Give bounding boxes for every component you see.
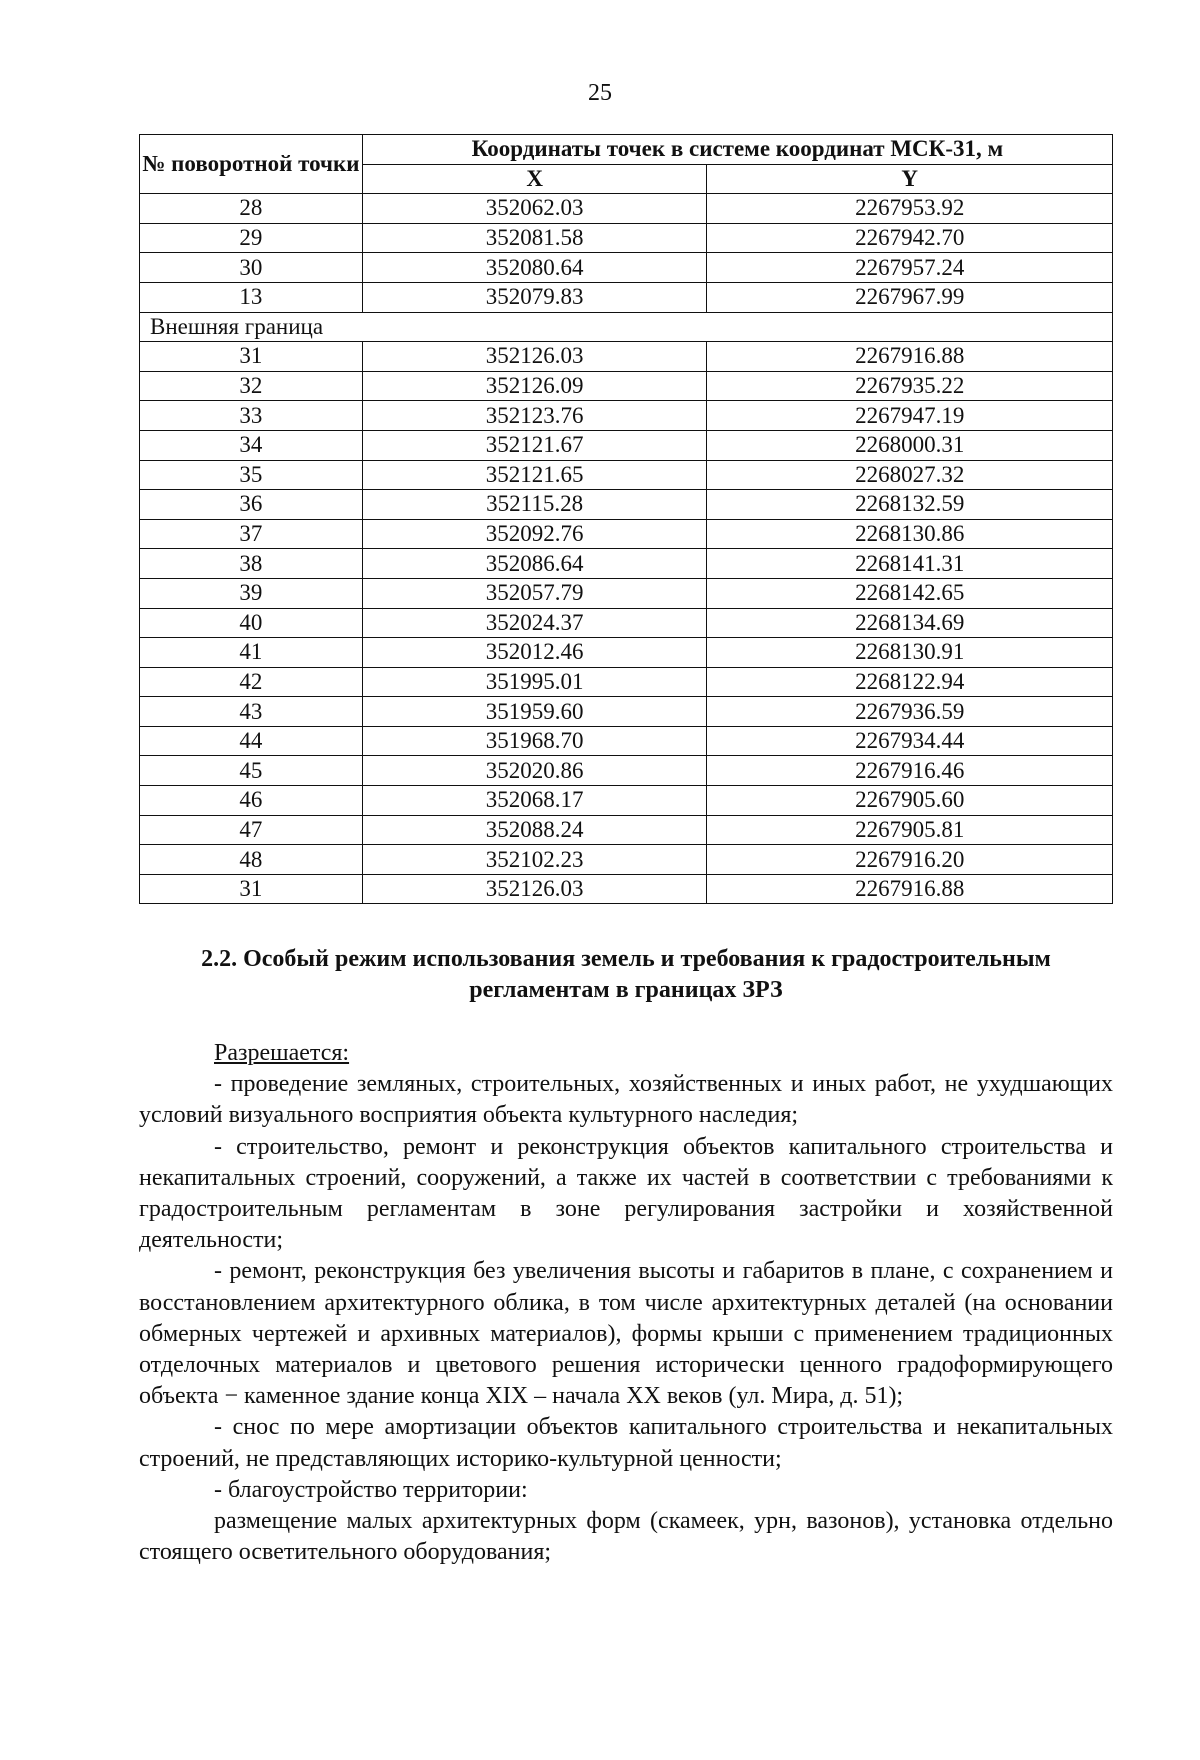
coordinates-header: Координаты точек в системе координат МСК-31, м xyxy=(362,135,1112,165)
point-number-cell: 28 xyxy=(140,194,363,224)
x-coordinate-cell: 352024.37 xyxy=(362,608,707,638)
table-row xyxy=(140,756,1113,786)
page-number: 25 xyxy=(588,80,612,106)
allowed-label: Разрешается: xyxy=(214,1040,350,1066)
table-row xyxy=(140,371,1113,401)
y-coordinate-cell: 2268132.59 xyxy=(707,490,1113,520)
y-coordinate-cell: 2267916.88 xyxy=(707,342,1113,372)
table-section xyxy=(140,312,1113,342)
y-coordinate-cell: 2267967.99 xyxy=(707,282,1113,312)
y-header: Y xyxy=(707,164,1113,194)
paragraph: размещение малых архитектурных форм (скамеек, урн, вазонов), установка отдельно стоящего осветительного оборудования; xyxy=(139,1508,1113,1566)
table-row xyxy=(140,430,1113,460)
table-row xyxy=(140,578,1113,608)
x-coordinate-cell: 351995.01 xyxy=(362,667,707,697)
y-coordinate-cell: 2267916.46 xyxy=(707,756,1113,786)
y-coordinate-cell: 2267947.19 xyxy=(707,401,1113,431)
x-coordinate-cell: 352088.24 xyxy=(362,815,707,845)
table-row xyxy=(140,874,1113,904)
point-number-header: № поворотной точки xyxy=(140,135,363,194)
point-number-cell: 37 xyxy=(140,519,363,549)
table-body-before xyxy=(140,194,1113,312)
x-coordinate-cell: 352020.86 xyxy=(362,756,707,786)
point-number-cell: 35 xyxy=(140,460,363,490)
paragraph: - строительство, ремонт и реконструкция объектов капитального строительства и некапитальных строений, сооружений, а также их частей в соответствии с требованиями к градостроительным регламентам в зоне регулирования застройки и хозяйственной деятельности; xyxy=(139,1133,1113,1254)
x-coordinate-cell: 352080.64 xyxy=(362,253,707,283)
table-row xyxy=(140,549,1113,579)
table-row xyxy=(140,519,1113,549)
point-number-cell: 33 xyxy=(140,401,363,431)
point-number-cell: 36 xyxy=(140,490,363,520)
y-coordinate-cell: 2268134.69 xyxy=(707,608,1113,638)
section-label: Внешняя граница xyxy=(140,312,1113,342)
paragraph: - благоустройство территории: xyxy=(214,1476,528,1503)
table-row xyxy=(140,194,1113,224)
y-coordinate-cell: 2267916.20 xyxy=(707,845,1113,875)
x-coordinate-cell: 352126.03 xyxy=(362,874,707,904)
y-coordinate-cell: 2267916.88 xyxy=(707,874,1113,904)
x-coordinate-cell: 351959.60 xyxy=(362,697,707,727)
table-row xyxy=(140,342,1113,372)
point-number-cell: 34 xyxy=(140,430,363,460)
x-coordinate-cell: 351968.70 xyxy=(362,726,707,756)
paragraph: - снос по мере амортизации объектов капитального строительства и некапитальных строений, не представляющих историко-культурной ценности; xyxy=(139,1414,1113,1472)
table-row xyxy=(140,253,1113,283)
x-coordinate-cell: 352062.03 xyxy=(362,194,707,224)
x-coordinate-cell: 352012.46 xyxy=(362,638,707,668)
y-coordinate-cell: 2268027.32 xyxy=(707,460,1113,490)
y-coordinate-cell: 2267942.70 xyxy=(707,223,1113,253)
point-number-cell: 30 xyxy=(140,253,363,283)
x-coordinate-cell: 352126.03 xyxy=(362,342,707,372)
point-number-cell: 39 xyxy=(140,578,363,608)
y-coordinate-cell: 2267934.44 xyxy=(707,726,1113,756)
x-coordinate-cell: 352081.58 xyxy=(362,223,707,253)
point-number-cell: 48 xyxy=(140,845,363,875)
x-coordinate-cell: 352092.76 xyxy=(362,519,707,549)
point-number-cell: 43 xyxy=(140,697,363,727)
y-coordinate-cell: 2267957.24 xyxy=(707,253,1113,283)
point-number-cell: 42 xyxy=(140,667,363,697)
point-number-cell: 45 xyxy=(140,756,363,786)
table-row xyxy=(140,608,1113,638)
x-coordinate-cell: 352126.09 xyxy=(362,371,707,401)
table-body-after xyxy=(140,342,1113,904)
x-coordinate-cell: 352121.65 xyxy=(362,460,707,490)
x-coordinate-cell: 352102.23 xyxy=(362,845,707,875)
y-coordinate-cell: 2267905.81 xyxy=(707,815,1113,845)
point-number-cell: 13 xyxy=(140,282,363,312)
x-coordinate-cell: 352115.28 xyxy=(362,490,707,520)
x-coordinate-cell: 352123.76 xyxy=(362,401,707,431)
x-coordinate-cell: 352057.79 xyxy=(362,578,707,608)
table-row xyxy=(140,845,1113,875)
point-number-cell: 46 xyxy=(140,786,363,816)
table-row xyxy=(140,490,1113,520)
point-number-cell: 32 xyxy=(140,371,363,401)
x-coordinate-cell: 352121.67 xyxy=(362,430,707,460)
table-row xyxy=(140,815,1113,845)
point-number-cell: 29 xyxy=(140,223,363,253)
section-body xyxy=(139,1038,1113,1568)
point-number-cell: 44 xyxy=(140,726,363,756)
y-coordinate-cell: 2268130.91 xyxy=(707,638,1113,668)
section-row xyxy=(140,312,1113,342)
y-coordinate-cell: 2268000.31 xyxy=(707,430,1113,460)
x-header: X xyxy=(362,164,707,194)
x-coordinate-cell: 352086.64 xyxy=(362,549,707,579)
paragraph: - ремонт, реконструкция без увеличения высоты и габаритов в плане, с сохранением и восстановлением архитектурного облика, в том числе архитектурных деталей (на основании обмерных чертежей и архивных материалов), формы крыши с применением традиционных отделочных материалов и цветового решения исторически ценного градоформирующего объекта − каменное здание конца XIX – начала XX веков (ул. Мира, д. 51); xyxy=(139,1258,1113,1410)
table-row xyxy=(140,697,1113,727)
table-row xyxy=(140,223,1113,253)
table-row xyxy=(140,401,1113,431)
y-coordinate-cell: 2268130.86 xyxy=(707,519,1113,549)
point-number-cell: 41 xyxy=(140,638,363,668)
x-coordinate-cell: 352079.83 xyxy=(362,282,707,312)
table-row xyxy=(140,667,1113,697)
point-number-cell: 31 xyxy=(140,342,363,372)
section-heading: 2.2. Особый режим использования земель и требования к градостроительным регламентам в границах ЗРЗ xyxy=(201,946,1051,1003)
table-row xyxy=(140,638,1113,668)
y-coordinate-cell: 2268141.31 xyxy=(707,549,1113,579)
point-number-cell: 47 xyxy=(140,815,363,845)
table-row xyxy=(140,282,1113,312)
table-row xyxy=(140,786,1113,816)
table-row xyxy=(140,460,1113,490)
paragraph: - проведение земляных, строительных, хозяйственных и иных работ, не ухудшающих условий визуального восприятия объекта культурного наследия; xyxy=(139,1071,1113,1129)
y-coordinate-cell: 2268122.94 xyxy=(707,667,1113,697)
x-coordinate-cell: 352068.17 xyxy=(362,786,707,816)
point-number-cell: 38 xyxy=(140,549,363,579)
y-coordinate-cell: 2267905.60 xyxy=(707,786,1113,816)
coordinates-table xyxy=(139,134,1113,904)
y-coordinate-cell: 2267953.92 xyxy=(707,194,1113,224)
y-coordinate-cell: 2267936.59 xyxy=(707,697,1113,727)
y-coordinate-cell: 2268142.65 xyxy=(707,578,1113,608)
y-coordinate-cell: 2267935.22 xyxy=(707,371,1113,401)
point-number-cell: 40 xyxy=(140,608,363,638)
table-row xyxy=(140,726,1113,756)
point-number-cell: 31 xyxy=(140,874,363,904)
